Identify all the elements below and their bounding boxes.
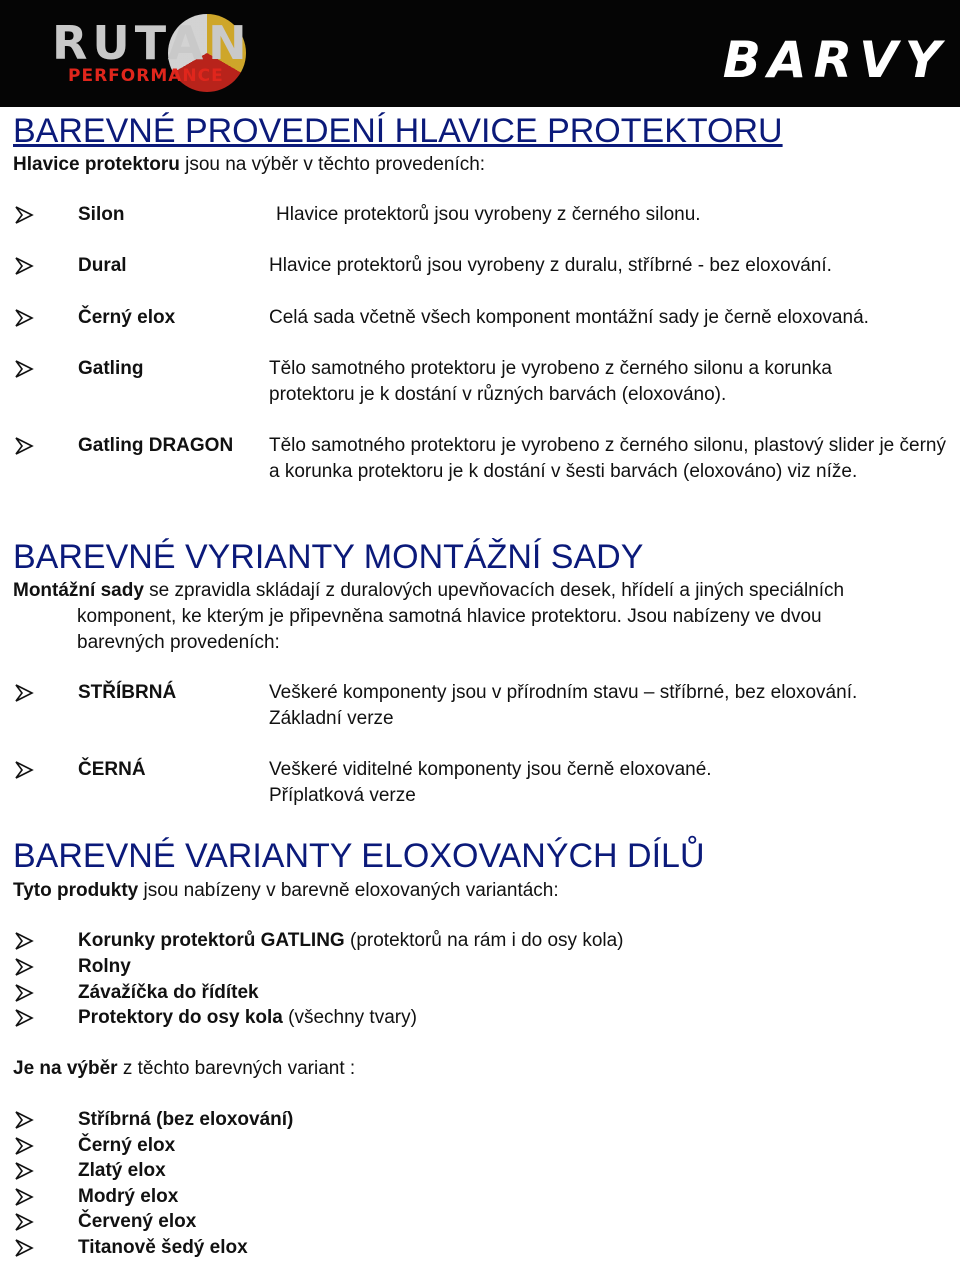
rutan-logo	[50, 12, 290, 92]
intro-text: jsou na výběr v těchto provedeních:	[179, 154, 486, 175]
arrow-bullet-icon	[13, 759, 35, 789]
arrow-bullet-icon	[13, 307, 35, 337]
product-note: (všechny tvary)	[282, 1007, 417, 1028]
product-text	[78, 954, 131, 980]
item-desc	[269, 757, 949, 809]
color-name	[78, 1133, 175, 1159]
desc-line: Veškeré viditelné komponenty jsou černě eloxované.	[269, 759, 712, 780]
arrow-bullet-icon	[13, 358, 35, 388]
desc-line: Veškeré komponenty jsou v přírodním stavu – stříbrné, bez eloxování.	[269, 682, 858, 703]
intro-text: z těchto barevných variant :	[117, 1058, 356, 1079]
product-name: Závažíčka do řídítek	[78, 982, 259, 1003]
section-heading-mount-kit: BAREVNÉ VYRIANTY MONTÁŽNÍ SADY	[13, 538, 644, 576]
color-choice-intro	[13, 1056, 355, 1081]
item-key: Gatling	[78, 358, 144, 379]
product-name: Korunky protektorů GATLING	[78, 930, 345, 951]
product-text	[78, 928, 624, 954]
arrow-bullet-icon	[13, 1237, 35, 1267]
desc-line: Příplatková verze	[269, 785, 416, 806]
item-desc: Celá sada včetně všech komponent montážní sady je černě eloxovaná.	[269, 307, 869, 328]
arrow-bullet-icon	[13, 1007, 35, 1037]
item-desc	[269, 680, 949, 732]
product-name: Rolny	[78, 956, 131, 977]
color-label: Červený elox	[78, 1211, 197, 1232]
color-name	[78, 1158, 166, 1184]
item-key: Dural	[78, 255, 127, 276]
color-label: Modrý elox	[78, 1186, 179, 1207]
color-name	[78, 1235, 248, 1261]
header-banner	[0, 0, 960, 107]
color-name	[78, 1184, 178, 1210]
color-label: Zlatý elox	[78, 1160, 166, 1181]
arrow-bullet-icon	[13, 682, 35, 712]
product-text	[78, 980, 259, 1006]
color-label: Titanově šedý elox	[78, 1237, 248, 1258]
item-desc: Hlavice protektorů jsou vyrobeny z duralu, stříbrné - bez eloxování.	[269, 255, 832, 276]
intro-bold: Je na výběr	[13, 1058, 118, 1079]
product-text	[78, 1005, 417, 1031]
intro-line-1	[13, 580, 844, 601]
color-name	[78, 1209, 196, 1235]
item-desc: Tělo samotného protektoru je vyrobeno z černého silonu, plastový slider je černý a korunka protektoru je k dostání v šesti barvách (eloxováno) viz níže.	[269, 435, 946, 482]
intro-text: jsou nabízeny v barevně eloxovaných variantách:	[138, 880, 559, 901]
intro-line-3: barevných provedeních:	[77, 632, 280, 653]
section-heading-anodized-parts: BAREVNÉ VARIANTY ELOXOVANÝCH DÍLŮ	[13, 837, 705, 875]
section-intro	[13, 578, 943, 656]
section-intro	[13, 152, 485, 177]
item-key: Černý elox	[78, 307, 176, 328]
intro-bold: Hlavice protektoru	[13, 154, 180, 175]
arrow-bullet-icon	[13, 255, 35, 285]
color-name	[78, 1107, 293, 1133]
arrow-bullet-icon	[13, 435, 35, 465]
item-key: Gatling DRAGON	[78, 435, 234, 456]
logo-wordmark: RUTAN	[52, 16, 252, 70]
color-label: Stříbrná (bez eloxování)	[78, 1109, 294, 1130]
intro-text: se zpravidla skládají z duralových upevňovacích desek, hřídelí a jiných speciálních	[143, 580, 845, 601]
item-desc: Tělo samotného protektoru je vyrobeno z černého silonu a korunka protektoru je k dostání v různých barvách (eloxováno).	[269, 358, 832, 405]
intro-bold: Tyto produkty	[13, 880, 139, 901]
product-note: (protektorů na rám i do osy kola)	[344, 930, 624, 951]
intro-bold: Montážní sady	[13, 580, 144, 601]
section-heading-head-finish: BAREVNÉ PROVEDENÍ HLAVICE PROTEKTORU	[13, 112, 783, 150]
item-key: Silon	[78, 204, 125, 225]
product-name: Protektory do osy kola	[78, 1007, 283, 1028]
item-key: ČERNÁ	[78, 759, 146, 780]
item-desc: Hlavice protektorů jsou vyrobeny z černého silonu.	[276, 204, 701, 225]
section-intro	[13, 878, 559, 903]
color-label: Černý elox	[78, 1135, 176, 1156]
logo-subtitle: PERFORMANCE	[68, 66, 224, 86]
arrow-bullet-icon	[13, 204, 35, 234]
intro-line-2: komponent, ke kterým je připevněna samotná hlavice protektoru. Jsou nabízeny ve dvou	[77, 606, 822, 627]
desc-line: Základní verze	[269, 708, 394, 729]
page-title: BARVY	[722, 31, 948, 89]
item-key: STŘÍBRNÁ	[78, 682, 177, 703]
